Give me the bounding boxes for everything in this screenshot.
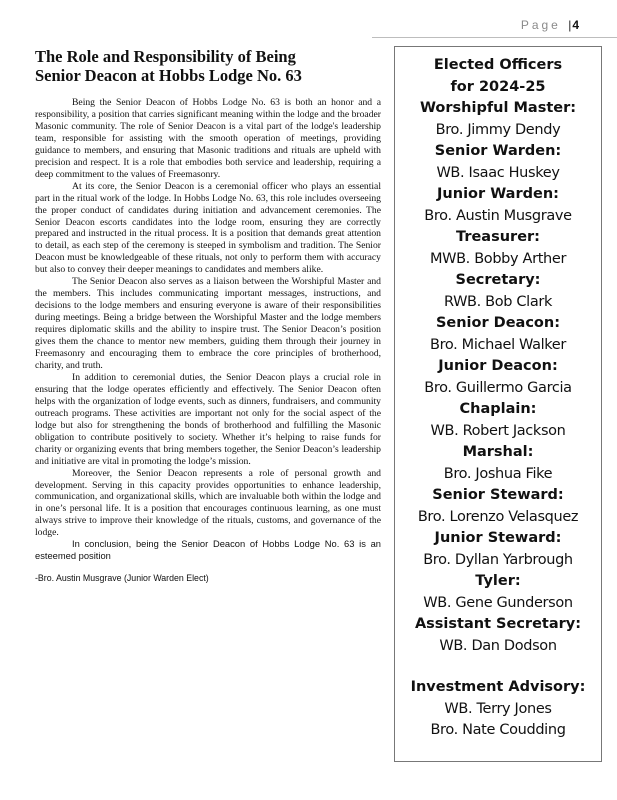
officer-role-senior-steward: Senior Steward: — [432, 487, 564, 503]
page-separator: | — [568, 18, 572, 32]
officer-name-marshal: Bro. Joshua Fike — [443, 465, 553, 482]
article-title-line-1: The Role and Responsibility of Being — [35, 47, 296, 66]
article-paragraph-1: Being the Senior Deacon of Hobbs Lodge No. 63 is both an honor and a responsibility, a position that carries significant meaning within the lodge and the broader Masonic community. The role of Senior Deacon is a vital part of the lodge's leadership team, responsible for assisting with the smooth operation of meetings, providing guidance to members, and ensuring that Masonic traditions and rituals are upheld with precision and respect. It is a role that embodies both service and leadership, requiring a deep commitment to the values of Freemasonry. — [35, 97, 381, 180]
officers-heading-line-1: Elected Officers — [433, 57, 563, 73]
officer-role-junior-steward: Junior Steward: — [434, 530, 562, 546]
officer-role-tyler: Tyler: — [475, 573, 521, 589]
article-paragraph-3: The Senior Deacon also serves as a liaison between the Worshipful Master and the members. This includes communicating important messages, instructions, and decisions to the lodge members and ensuring everyone is aware of their responsibilities during meetings. Being a bridge between the Worshipful Master and the lodge members requires diplomatic skills and the ability to inspire trust. The Senior Deacon’s position gives them the chance to mentor new members, guiding them through their journey in Freemasonry and encouraging them to embrace the core principles of brotherhood, charity, and truth. — [35, 276, 381, 371]
officer-name-worshipful-master: Bro. Jimmy Dendy — [435, 121, 561, 138]
officer-role-junior-deacon: Junior Deacon: — [438, 358, 558, 374]
article-paragraph-4: In addition to ceremonial duties, the Senior Deacon plays a crucial role in ensuring that the lodge operates efficiently and effectively. The Senior Deacon often helps with the organization of lodge events, such as dinners, fundraisers, and community outreach programs. These activities are important not only for the social aspect of the lodge but also for strengthening the bonds of brotherhood and fulfilling the Masonic obligation to contribute positively to society. Whether it’s helping to raise funds for charity or organizing events that bring members together, the Senior Deacon’s leadership and initiative are vital in promoting the lodge’s mission. — [35, 371, 381, 467]
officer-role-worshipful-master: Worshipful Master: — [419, 100, 577, 116]
elected-officers-box — [394, 46, 602, 762]
article-title-line-2: Senior Deacon at Hobbs Lodge No. 63 — [35, 66, 302, 85]
article — [35, 47, 381, 584]
officer-name-junior-steward: Bro. Dyllan Yarbrough — [423, 551, 573, 568]
page-label: Page — [520, 18, 561, 32]
officer-role-assistant-secretary: Assistant Secretary: — [414, 616, 582, 632]
advisory-name-2: Bro. Nate Coudding — [430, 722, 566, 738]
officers-spacer — [395, 657, 601, 677]
page-number-header — [521, 18, 579, 32]
officer-name-assistant-secretary: WB. Dan Dodson — [439, 637, 557, 654]
header-divider — [372, 37, 617, 38]
article-paragraph-6: In conclusion, being the Senior Deacon of Hobbs Lodge No. 63 is an esteemed position — [35, 539, 381, 562]
officer-name-junior-deacon: Bro. Guillermo Garcia — [424, 379, 572, 396]
officer-role-treasurer: Treasurer: — [456, 229, 540, 245]
officer-name-treasurer: MWB. Bobby Arther — [429, 250, 567, 267]
article-signature: -Bro. Austin Musgrave (Junior Warden Elect) — [35, 573, 209, 584]
officer-role-secretary: Secretary: — [455, 272, 541, 288]
officer-role-chaplain: Chaplain: — [459, 401, 537, 417]
officer-name-secretary: RWB. Bob Clark — [443, 293, 553, 310]
officer-name-senior-deacon: Bro. Michael Walker — [429, 336, 566, 353]
article-title — [35, 47, 381, 85]
officer-name-senior-steward: Bro. Lorenzo Velasquez — [417, 508, 579, 525]
article-paragraph-2: At its core, the Senior Deacon is a ceremonial officer who plays an essential part in the ritual work of the lodge. In Hobbs Lodge No. 63, this role includes overseeing the proper conduct of candidates during initiation and advancement ceremonies. The Senior Deacon escorts candidates into the lodge room, ensuring they are correctly prepared and instructed in the ritual process. It is a position that demands great attention to detail, as each step of the ceremony is steeped in symbolism and tradition. The Senior Deacon must be knowledgeable of these rituals, not only to perform them with accuracy but also to convey their deeper meanings to candidates and members alike. — [35, 180, 381, 276]
officer-name-tyler: WB. Gene Gunderson — [423, 594, 573, 611]
advisory-name-1: WB. Terry Jones — [444, 700, 552, 717]
officer-role-senior-warden: Senior Warden: — [434, 143, 562, 159]
officer-name-senior-warden: WB. Isaac Huskey — [436, 164, 560, 181]
officer-role-senior-deacon: Senior Deacon: — [435, 315, 561, 331]
officer-name-junior-warden: Bro. Austin Musgrave — [424, 207, 572, 224]
page-number: 4 — [572, 18, 579, 32]
officer-role-marshal: Marshal: — [462, 444, 534, 460]
officer-role-junior-warden: Junior Warden: — [437, 186, 559, 202]
officers-heading-line-2: for 2024-25 — [450, 78, 546, 95]
article-paragraph-5: Moreover, the Senior Deacon represents a role of personal growth and development. Serving in this capacity provides opportunities to enhance leadership, communication, and organizational skills, which are invaluable both within the lodge and in one’s personal life. It is a position that encourages continuous learning, as one must always strive to improve their knowledge of the rituals, customs, and governance of the lodge. — [35, 467, 381, 539]
advisory-role: Investment Advisory: — [410, 679, 586, 695]
officer-name-chaplain: WB. Robert Jackson — [430, 422, 566, 439]
